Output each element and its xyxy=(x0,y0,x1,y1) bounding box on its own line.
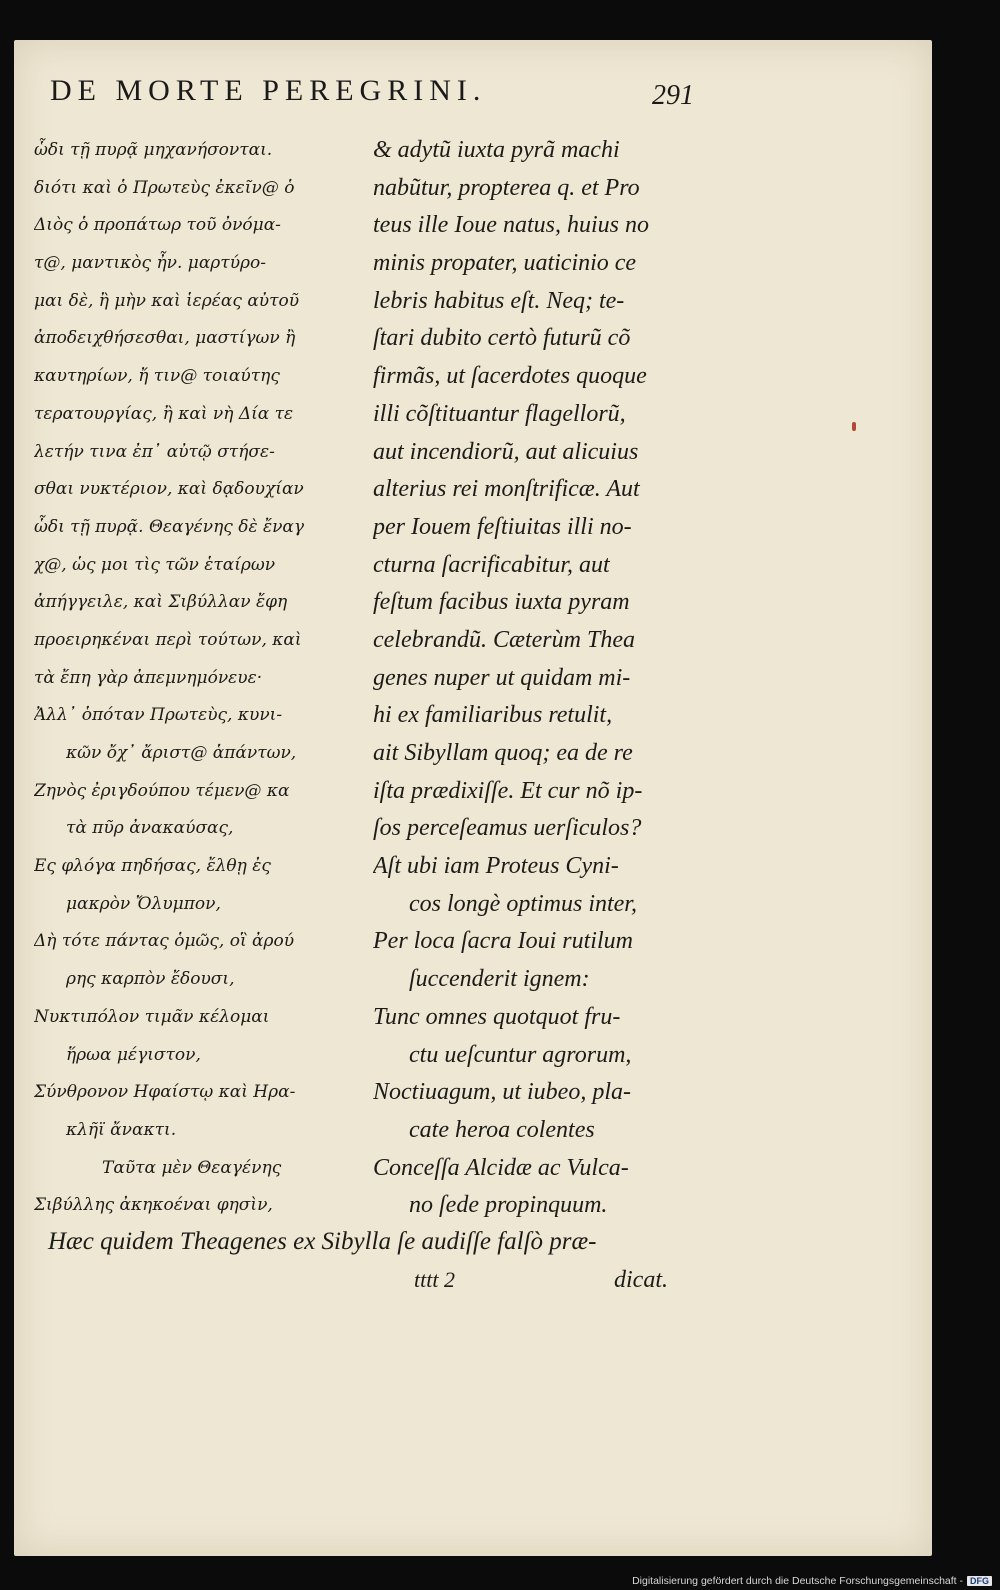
text-line: no ſede propinquum. xyxy=(409,1192,608,1219)
text-line: διότι καὶ ὁ Πρωτεὺς ἐκεῖν@ ὁ xyxy=(34,177,295,198)
text-line: celebrandũ. Cæterùm Thea xyxy=(373,626,635,653)
text-line: Δὴ τότε πάντας ὁμῶς, οἳ ἀρού xyxy=(34,931,295,952)
text-line: κλῆϊ ἄνακτι. xyxy=(66,1119,177,1140)
text-line: ſuccenderit ignem: xyxy=(409,966,590,993)
text-line: genes nuper ut quidam mi- xyxy=(373,664,631,691)
catchword: dicat. xyxy=(614,1267,668,1293)
text-line: Conceſſa Alcidæ ac Vulca- xyxy=(373,1154,629,1181)
greek-text-column xyxy=(34,132,354,1225)
full-width-line: Hæc quidem Theagenes ex Sibylla ſe audiſſe falſò præ- xyxy=(48,1228,597,1255)
text-line: Ταῦτα μὲν Θεαγένης xyxy=(102,1157,282,1178)
text-line: σθαι νυκτέριον, καὶ δᾳδουχίαν xyxy=(34,479,304,500)
text-line: Ες φλόγα πηδήσας, ἔλθῃ ἐς xyxy=(34,856,271,877)
text-line: minis propater, uaticinio ce xyxy=(373,250,637,277)
footer-text: Digitalisierung gefördert durch die Deutsche Forschungsgemeinschaft - xyxy=(632,1575,963,1587)
text-line: illi cõſtituantur flagellorũ, xyxy=(373,400,626,427)
text-line: ait Sibyllam quoq; ea de re xyxy=(373,740,633,766)
text-line: Σιβύλλης ἀκηκοέναι φησὶν, xyxy=(34,1195,273,1216)
text-line: μαι δὲ, ἢ μὴν καὶ ἱερέας αὐτοῦ xyxy=(34,290,300,311)
text-line: lebris habitus eſt. Neq; te- xyxy=(373,287,625,314)
text-line: ὧδι τῇ πυρᾷ. Θεαγένης δὲ ἔναγ xyxy=(34,516,305,537)
text-line: Ζηνὸς ἐριγδούπου τέμεν@ κα xyxy=(34,780,290,801)
text-line: Σύνθρονον Ηφαίστῳ καὶ Ηρα- xyxy=(34,1082,296,1103)
text-line: cate heroa colentes xyxy=(409,1116,595,1143)
text-line: hi ex familiaribus retulit, xyxy=(373,702,613,729)
page-number: 291 xyxy=(652,80,694,111)
text-line: ὧδι τῇ πυρᾷ μηχανήσονται. xyxy=(34,140,273,160)
ink-speck xyxy=(852,422,856,431)
text-line: teus ille Ioue natus, huius no xyxy=(373,212,649,239)
text-line: iſta prædixiſſe. Et cur nõ ip- xyxy=(373,777,643,804)
text-line: τ@, μαντικὸς ἦν. μαρτύρο- xyxy=(34,253,267,274)
latin-text-column xyxy=(373,132,718,1225)
text-line: alterius rei monſtrificæ. Aut xyxy=(373,476,640,503)
text-line: ἀπήγγειλε, καὶ Σιβύλλαν ἔφη xyxy=(34,592,288,613)
text-line: Noctiuagum, ut iubeo, pla- xyxy=(373,1079,631,1106)
digitization-footer xyxy=(632,1575,992,1587)
text-line: ſos perceſeamus uerſiculos? xyxy=(373,815,642,842)
text-line: ctu ueſcuntur agrorum, xyxy=(409,1041,632,1068)
text-line: τερατουργίας, ἢ καὶ νὴ Δία τε xyxy=(34,403,294,424)
signature-mark: tttt 2 xyxy=(414,1267,455,1292)
text-line: ἥρωα μέγιστον, xyxy=(66,1044,201,1065)
text-line: firmãs, ut ſacerdotes quoque xyxy=(373,363,647,390)
text-line: ſtari dubito certò futurũ cõ xyxy=(373,325,631,352)
text-line: cturna ſacrificabitur, aut xyxy=(373,551,610,578)
text-line: & adytũ iuxta pyrã machi xyxy=(373,137,620,163)
dfg-logo-icon: DFG xyxy=(967,1576,992,1586)
text-line: cos longè optimus inter, xyxy=(409,890,637,917)
text-line: Aſt ubi iam Proteus Cyni- xyxy=(373,853,619,880)
text-line: aut incendiorũ, aut alicuius xyxy=(373,438,639,465)
text-line: τὰ ἔπη γὰρ ἀπεμνημόνευε· xyxy=(34,667,263,688)
text-line: per Iouem feſtiuitas illi no- xyxy=(373,513,632,540)
text-line: μακρὸν Ὄλυμπον, xyxy=(66,893,221,914)
text-line: feſtum facibus iuxta pyram xyxy=(373,589,630,616)
text-line: Ἀλλ᾽ ὁπόταν Πρωτεὺς, κυνι- xyxy=(34,705,283,726)
text-line: κῶν ὄχ᾽ ἄριστ@ ἁπάντων, xyxy=(66,743,297,763)
text-line: Διὸς ὁ προπάτωρ τοῦ ὀνόμα- xyxy=(34,215,281,236)
text-line: τὰ πῦρ ἀνακαύσας, xyxy=(66,818,234,839)
text-line: ρης καρπὸν ἔδουσι, xyxy=(66,969,235,990)
text-line: Tunc omnes quotquot fru- xyxy=(373,1003,621,1030)
text-line: Νυκτιπόλον τιμᾶν κέλομαι xyxy=(34,1006,270,1027)
text-line: χ@, ὡς μοι τὶς τῶν ἑταίρων xyxy=(34,554,276,575)
text-line: καυτηρίων, ἤ τιν@ τοιαύτης xyxy=(34,366,280,387)
text-line: ἀποδειχθήσεσθαι, μαστίγων ἢ xyxy=(34,328,296,349)
text-line: προειρηκέναι περὶ τούτων, καὶ xyxy=(34,629,302,650)
text-line: nabũtur, propterea q. et Pro xyxy=(373,174,640,201)
running-head: DE MORTE PEREGRINI. xyxy=(50,74,487,107)
text-line: λετήν τινα ἐπ᾽ αὐτῷ στήσε- xyxy=(34,441,275,462)
text-line: Per loca ſacra Ioui rutilum xyxy=(373,928,633,955)
